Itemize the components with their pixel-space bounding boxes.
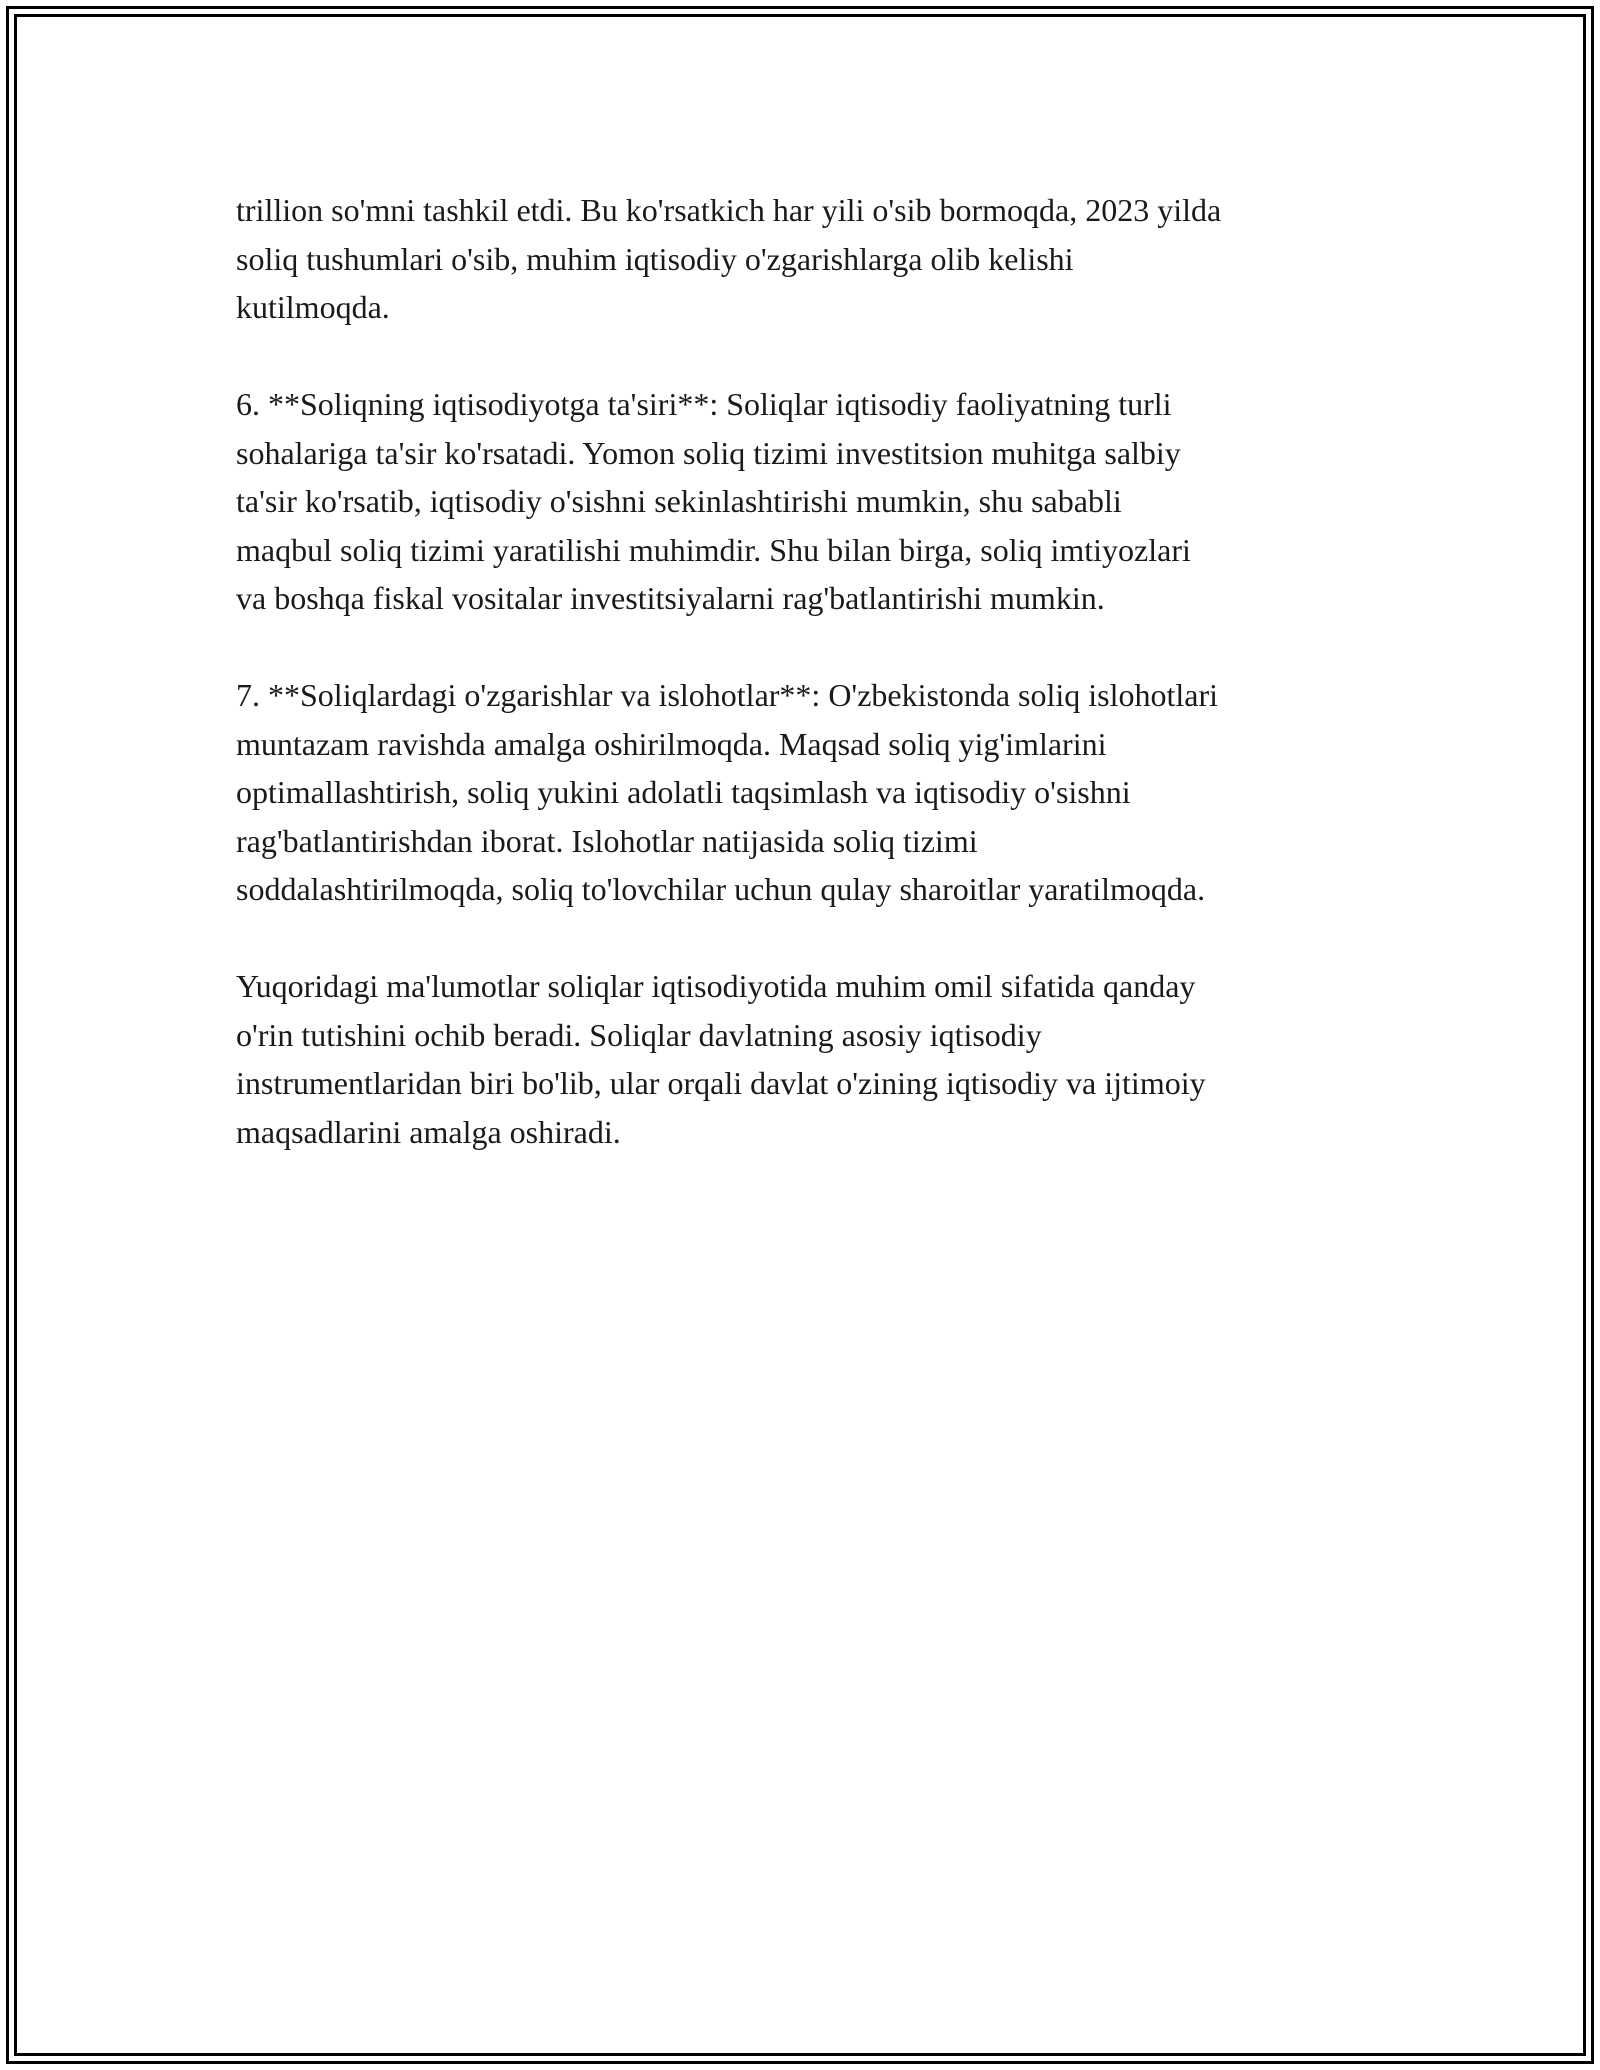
- text-line: Yuqoridagi ma'lumotlar soliqlar iqtisodiyotida muhim omil sifatida qanday: [236, 968, 1196, 1004]
- text-line: 6. **Soliqning iqtisodiyotga ta'siri**: Soliqlar iqtisodiy faoliyatning turli: [236, 386, 1172, 422]
- text-line: muntazam ravishda amalga oshirilmoqda. Maqsad soliq yig'imlarini: [236, 725, 1107, 762]
- text-line: ta'sir ko'rsatib, iqtisodiy o'sishni sekinlashtirishi mumkin, shu sababli: [236, 483, 1122, 519]
- text-line: soddalashtirilmoqda, soliq to'lovchilar uchun qulay sharoitlar yaratilmoqda.: [236, 871, 1206, 907]
- text-line: 7. **Soliqlardagi o'zgarishlar va islohotlar**: O'zbekistonda soliq islohotlari: [236, 677, 1219, 713]
- text-line: maqbul soliq tizimi yaratilishi muhimdir. Shu bilan birga, soliq imtiyozlari: [236, 531, 1191, 568]
- paragraph-conclusion: [236, 962, 1376, 1156]
- text-line: o'rin tutishini ochib beradi. Soliqlar davlatning asosiy iqtisodiy: [236, 1016, 1042, 1053]
- document-body: [236, 186, 1376, 1205]
- paragraph-tax-revenue: [236, 186, 1376, 332]
- text-line: trillion so'mni tashkil etdi. Bu ko'rsatkich har yili o'sib bormoqda, 2023 yilda: [236, 192, 1222, 228]
- text-line: soliq tushumlari o'sib, muhim iqtisodiy o'zgarishlarga olib kelishi: [236, 240, 1074, 277]
- text-line: rag'batlantirishdan iborat. Islohotlar natijasida soliq tizimi: [236, 822, 978, 859]
- text-line: va boshqa fiskal vositalar investitsiyalarni rag'batlantirishi mumkin.: [236, 580, 1105, 616]
- text-line: instrumentlaridan biri bo'lib, ular orqali davlat o'zining iqtisodiy va ijtimoiy: [236, 1065, 1206, 1101]
- paragraph-tax-reforms: [236, 671, 1376, 914]
- text-line: kutilmoqda.: [236, 289, 390, 325]
- paragraph-tax-impact: [236, 380, 1376, 623]
- text-line: optimallashtirish, soliq yukini adolatli taqsimlash va iqtisodiy o'sishni: [236, 774, 1131, 810]
- text-line: sohalariga ta'sir ko'rsatadi. Yomon soliq tizimi investitsion muhitga salbiy: [236, 434, 1181, 471]
- text-line: maqsadlarini amalga oshiradi.: [236, 1113, 621, 1150]
